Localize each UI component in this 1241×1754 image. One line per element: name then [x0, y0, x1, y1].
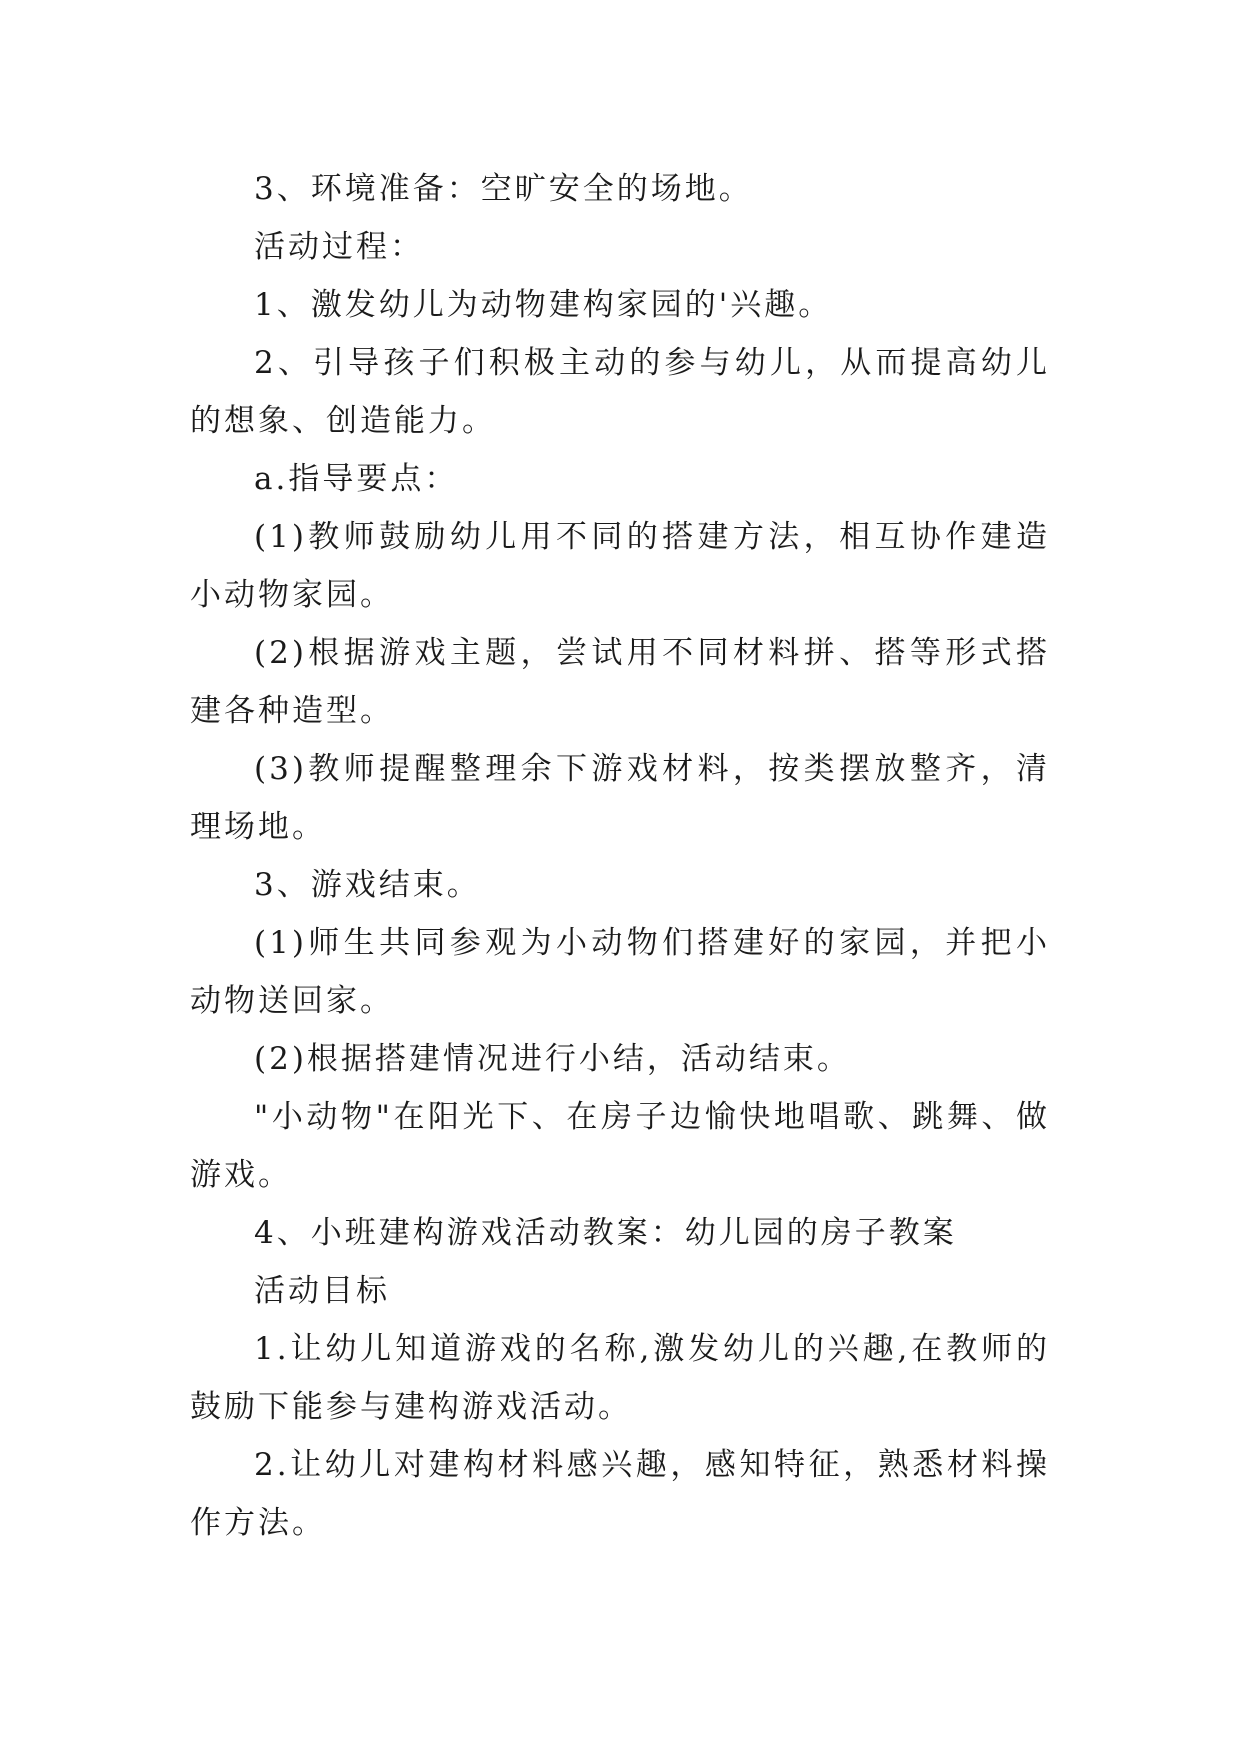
paragraph-guidance-2: (2)根据游戏主题，尝试用不同材料拼、搭等形式搭建各种造型。: [190, 635, 1050, 729]
paragraph-guidance-heading: a.指导要点：: [254, 461, 459, 497]
paragraph-goals-heading: 活动目标: [254, 1273, 390, 1309]
paragraph-guidance-3: (3)教师提醒整理余下游戏材料，按类摆放整齐，清理场地。: [190, 751, 1050, 845]
paragraph-guidance-1: (1)教师鼓励幼儿用不同的搭建方法，相互协作建造小动物家园。: [190, 519, 1050, 613]
paragraph-step-2: 2、引导孩子们积极主动的参与幼儿，从而提高幼儿的想象、创造能力。: [190, 345, 1050, 439]
paragraph-lesson-title: 4、小班建构游戏活动教案：幼儿园的房子教案: [254, 1215, 957, 1251]
paragraph-end-1: (1)师生共同参观为小动物们搭建好的家园，并把小动物送回家。: [190, 925, 1050, 1019]
paragraph-goal-2: 2.让幼儿对建构材料感兴趣，感知特征，熟悉材料操作方法。: [190, 1447, 1050, 1541]
paragraph-step-1: 1、激发幼儿为动物建构家园的'兴趣。: [254, 287, 833, 323]
paragraph-env-prep: 3、环境准备：空旷安全的场地。: [254, 171, 753, 207]
paragraph-end-2: (2)根据搭建情况进行小结，活动结束。: [254, 1041, 851, 1077]
paragraph-game-end: 3、游戏结束。: [254, 867, 481, 903]
paragraph-animals: "小动物"在阳光下、在房子边愉快地唱歌、跳舞、做游戏。: [190, 1099, 1050, 1193]
paragraph-process-heading: 活动过程：: [254, 229, 424, 265]
paragraph-goal-1: 1.让幼儿知道游戏的名称,激发幼儿的兴趣,在教师的鼓励下能参与建构游戏活动。: [190, 1331, 1050, 1425]
document-body: [190, 160, 1050, 1552]
